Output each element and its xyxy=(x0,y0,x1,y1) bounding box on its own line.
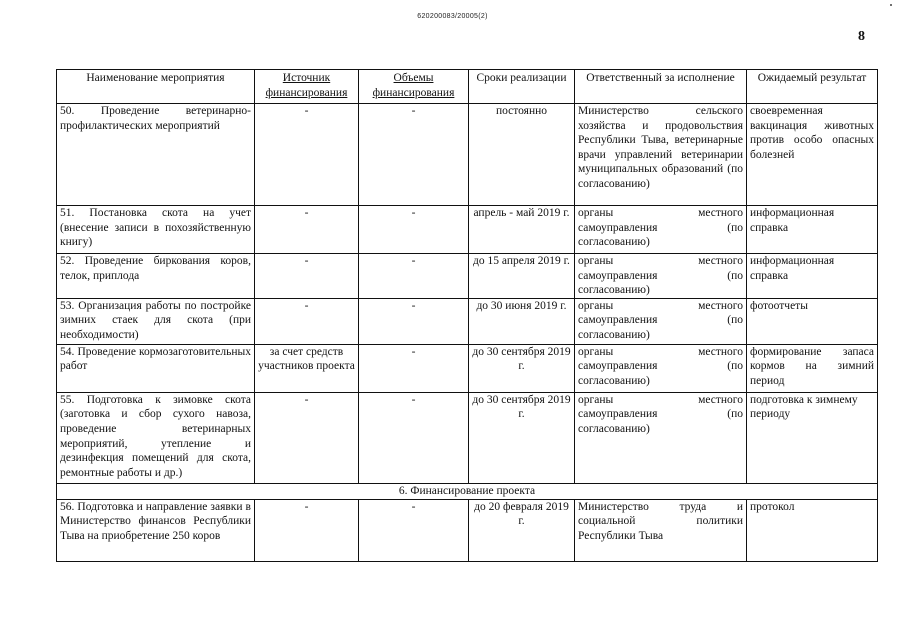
cell-responsible: органы местного самоуправления (по согласованию) xyxy=(575,392,747,483)
header-period: Сроки реализации xyxy=(469,70,575,104)
cell-source: - xyxy=(255,254,359,299)
cell-responsible: органы местного самоуправления (по согласованию) xyxy=(575,298,747,344)
cell-name: 52. Проведение биркования коров, телок, приплода xyxy=(57,254,255,299)
table-row xyxy=(57,254,878,299)
cell-responsible: Министерство труда и социальной политики Республики Тыва xyxy=(575,499,747,561)
scan-speck xyxy=(890,4,892,6)
cell-period: до 30 сентября 2019 г. xyxy=(469,392,575,483)
cell-name: 56. Подготовка и направление заявки в Министерство финансов Республики Тыва на приобретение 250 коров xyxy=(57,499,255,561)
header-responsible: Ответственный за исполнение xyxy=(575,70,747,104)
cell-volume: - xyxy=(359,499,469,561)
page-number: 8 xyxy=(858,29,865,44)
cell-result: формирование запаса кормов на зимний период xyxy=(747,344,878,392)
cell-responsible: органы местного самоуправления (по согласованию) xyxy=(575,206,747,254)
section-title: 6. Финансирование проекта xyxy=(57,483,878,499)
cell-source: - xyxy=(255,104,359,206)
cell-name: 54. Проведение кормозаготовительных работ xyxy=(57,344,255,392)
table-row xyxy=(57,344,878,392)
table-row xyxy=(57,392,878,483)
table-row xyxy=(57,104,878,206)
cell-source: - xyxy=(255,392,359,483)
cell-volume: - xyxy=(359,254,469,299)
cell-responsible: органы местного самоуправления (по согласованию) xyxy=(575,344,747,392)
cell-result: подготовка к зимнему периоду xyxy=(747,392,878,483)
document-code: 620200083/20005(2) xyxy=(417,13,488,20)
cell-name: 50. Проведение ветеринарно-профилактических мероприятий xyxy=(57,104,255,206)
cell-name: 53. Организация работы по постройке зимних стаек для скота (при необходимости) xyxy=(57,298,255,344)
cell-period: до 20 февраля 2019 г. xyxy=(469,499,575,561)
table-row xyxy=(57,499,878,561)
header-name: Наименование мероприятия xyxy=(57,70,255,104)
cell-period: до 30 сентября 2019 г. xyxy=(469,344,575,392)
cell-name: 51. Постановка скота на учет (внесение записи в похозяйственную книгу) xyxy=(57,206,255,254)
cell-source: - xyxy=(255,298,359,344)
cell-volume: - xyxy=(359,392,469,483)
cell-volume: - xyxy=(359,104,469,206)
section-row xyxy=(57,483,878,499)
table-header-row xyxy=(57,70,878,104)
cell-period: постоянно xyxy=(469,104,575,206)
cell-volume: - xyxy=(359,298,469,344)
action-plan-table xyxy=(56,69,878,562)
cell-result: информационная справка xyxy=(747,206,878,254)
cell-source: за счет средств участников проекта xyxy=(255,344,359,392)
header-result: Ожидаемый результат xyxy=(747,70,878,104)
cell-result: протокол xyxy=(747,499,878,561)
cell-name: 55. Подготовка к зимовке скота (заготовка и сбор сухого навоза, проведение ветеринарных мероприятий, утепление и дезинфекция помещений для скота, ремонтные работы и др.) xyxy=(57,392,255,483)
cell-volume: - xyxy=(359,344,469,392)
cell-period: апрель - май 2019 г. xyxy=(469,206,575,254)
cell-period: до 15 апреля 2019 г. xyxy=(469,254,575,299)
header-volume: Объемы финансирования xyxy=(359,70,469,104)
table-row xyxy=(57,206,878,254)
cell-period: до 30 июня 2019 г. xyxy=(469,298,575,344)
header-source: Источник финансирования xyxy=(255,70,359,104)
cell-volume: - xyxy=(359,206,469,254)
cell-result: информационная справка xyxy=(747,254,878,299)
cell-responsible: Министерство сельского хозяйства и продовольствия Республики Тыва, ветеринарные врачи управлений ветеринарии муниципальных образований (по согласованию) xyxy=(575,104,747,206)
table-row xyxy=(57,298,878,344)
cell-result: своевременная вакцинация животных против особо опасных болезней xyxy=(747,104,878,206)
cell-source: - xyxy=(255,499,359,561)
cell-result: фотоотчеты xyxy=(747,298,878,344)
cell-source: - xyxy=(255,206,359,254)
cell-responsible: органы местного самоуправления (по согласованию) xyxy=(575,254,747,299)
